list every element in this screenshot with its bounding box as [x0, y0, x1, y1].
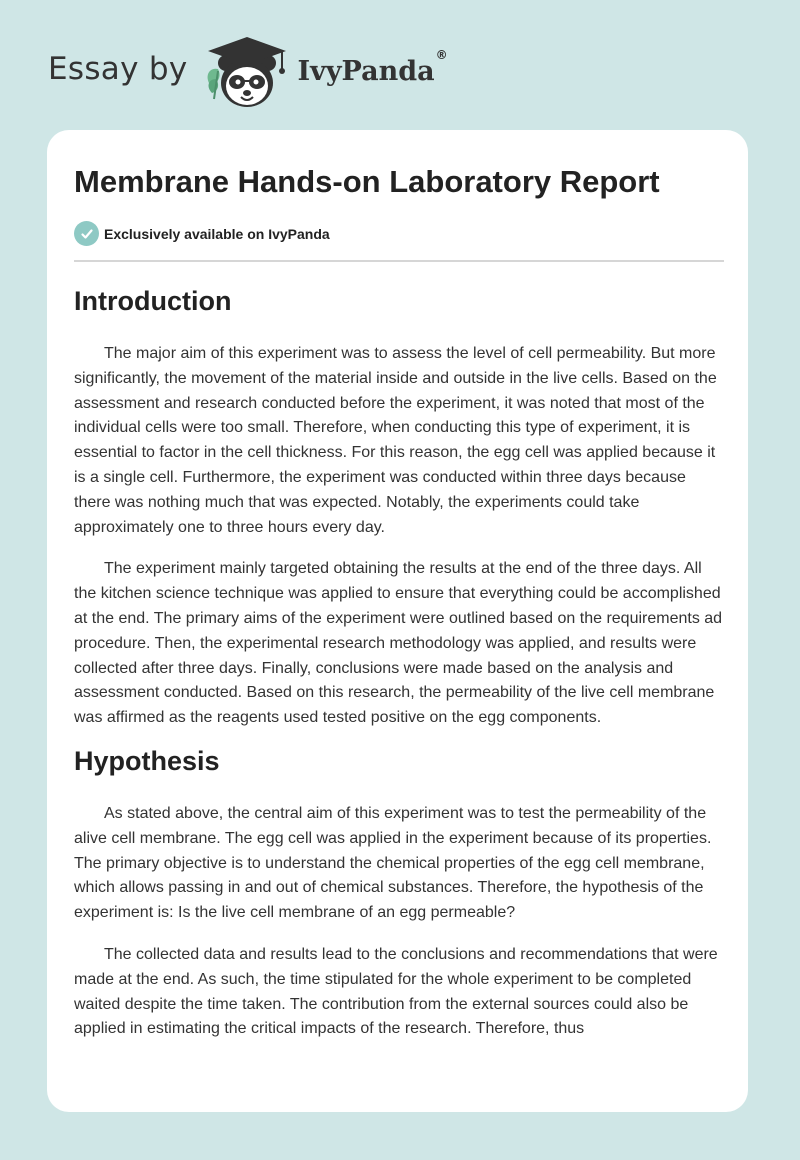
document-content: [74, 281, 724, 1042]
badge-text: Exclusively available on IvyPanda: [104, 225, 330, 242]
brand-prefix: Essay by: [48, 51, 188, 87]
section-heading-introduction: Introduction: [74, 286, 232, 316]
check-circle-icon: [74, 221, 99, 246]
section-heading-hypothesis: Hypothesis: [74, 745, 220, 776]
panda-graduate-icon: [202, 33, 294, 111]
paragraph: The experiment mainly targeted obtaining the results at the end of the three days. All the kitchen science technique was applied to ensure that everything could be accomplished at the end. The primary aims of the experiment were outlined based on the requirements ad procedure. Then, the experimental research methodology was applied, and results were collected after three days. Finally, conclusions were made based on the analysis and assessment conducted. Based on this research, the permeability of the live cell membrane was affirmed as the reagents used tested positive on the egg components.: [74, 560, 723, 727]
paragraph: As stated above, the central aim of this experiment was to test the permeability of the alive cell membrane. The egg cell was applied in the experiment because of its properties. The primary objective is to understand the chemical properties of the egg cell membrane, which allows passing in and out of chemical substances. Therefore, the hypothesis of the experiment is: Is the live cell membrane of an egg permeable?: [74, 804, 712, 922]
paragraph: The major aim of this experiment was to assess the level of cell permeability. But more significantly, the movement of the material inside and outside in the live cells. Based on the assessment and research conducted before the experiment, it was noted that most of the individual cells were too small. Therefore, when conducting this type of experiment, it is essential to factor in the cell thickness. For this reason, the egg cell was applied because it is a single cell. Furthermore, the experiment was conducted within three days because there was nothing much that was expected. Notably, the experiments could take approximately one to three hours every day.: [74, 345, 717, 536]
brand-name: IvyPanda®: [297, 47, 448, 87]
brand-header[interactable]: [48, 32, 448, 112]
paragraph: The collected data and results lead to the conclusions and recommendations that were made at the end. As such, the time stipulated for the whole experiment to be completed waited despite the time taken. The contribution from the external sources could also be applied in estimating the critical impacts of the research. Therefore, thus: [74, 945, 718, 1038]
exclusive-badge: [74, 221, 330, 246]
document-card: [47, 130, 748, 1112]
title-divider: [74, 260, 724, 262]
document-title: Membrane Hands-on Laboratory Report: [74, 164, 660, 199]
registered-mark: ®: [435, 47, 448, 62]
